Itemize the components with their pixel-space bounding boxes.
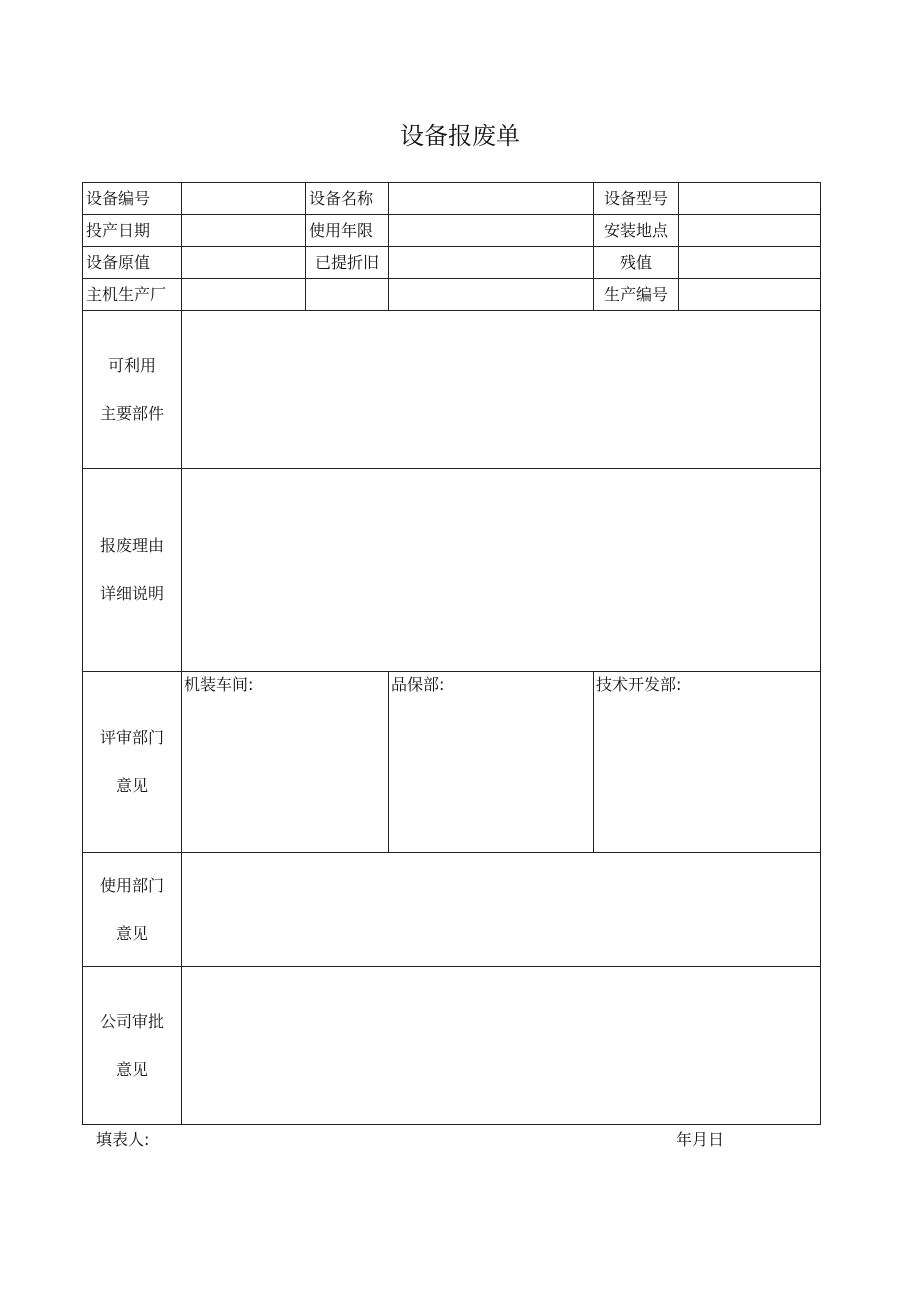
field-commission-date[interactable]: [182, 215, 306, 247]
filler-label: 填表人:: [96, 1130, 150, 1149]
label-tech-dev-dept: 技术开发部:: [596, 675, 682, 694]
label-manufacturer: 主机生产厂: [83, 279, 182, 311]
row-company-approval: [83, 967, 821, 1125]
row-original-value: [83, 247, 821, 279]
field-install-location[interactable]: [679, 215, 821, 247]
label-company-approval-line1: 公司审批: [99, 1011, 164, 1031]
date-label: 年月日: [676, 1130, 725, 1149]
label-original-value: 设备原值: [83, 247, 182, 279]
label-usable-parts: [83, 311, 182, 469]
field-original-value[interactable]: [182, 247, 306, 279]
row-commission-date: [83, 215, 821, 247]
label-scrap-reason-line2: 详细说明: [99, 584, 164, 603]
page-title: 设备报废单: [400, 122, 520, 150]
label-equipment-name: 设备名称: [306, 183, 389, 215]
scrap-form-table: [82, 182, 821, 1125]
label-assembly-workshop: 机装车间:: [184, 675, 254, 694]
field-service-life[interactable]: [389, 215, 594, 247]
field-review-quality-dept[interactable]: [389, 672, 594, 853]
row-review-departments: [83, 672, 821, 853]
label-review-line1: 评审部门: [99, 728, 164, 747]
label-usable-parts-line2: 主要部件: [99, 403, 164, 423]
label-equipment-id: 设备编号: [83, 183, 182, 215]
label-scrap-reason-line1: 报废理由: [99, 536, 164, 555]
field-manufacturer-extra-2[interactable]: [389, 279, 594, 311]
row-usable-parts: [83, 311, 821, 469]
label-service-life: 使用年限: [306, 215, 389, 247]
label-accumulated-depreciation: 已提折旧: [306, 247, 389, 279]
field-accumulated-depreciation[interactable]: [389, 247, 594, 279]
field-company-approval[interactable]: [182, 967, 821, 1125]
field-review-assembly-workshop[interactable]: [182, 672, 389, 853]
row-scrap-reason: [83, 469, 821, 672]
field-residual-value[interactable]: [679, 247, 821, 279]
field-serial-number[interactable]: [679, 279, 821, 311]
field-equipment-name[interactable]: [389, 183, 594, 215]
label-commission-date: 投产日期: [83, 215, 182, 247]
row-manufacturer: [83, 279, 821, 311]
label-serial-number: 生产编号: [594, 279, 679, 311]
label-company-approval: [83, 967, 182, 1125]
label-user-dept-line2: 意见: [115, 923, 148, 943]
label-residual-value: 残值: [594, 247, 679, 279]
label-user-dept-line1: 使用部门: [99, 875, 164, 895]
label-review-line2: 意见: [115, 776, 148, 795]
field-manufacturer-extra-1[interactable]: [306, 279, 389, 311]
label-quality-dept: 品保部:: [391, 675, 445, 694]
label-equipment-model: 设备型号: [594, 183, 679, 215]
row-user-dept-opinion: [83, 853, 821, 967]
label-company-approval-line2: 意见: [115, 1059, 148, 1079]
field-equipment-id[interactable]: [182, 183, 306, 215]
field-scrap-reason[interactable]: [182, 469, 821, 672]
label-install-location: 安装地点: [594, 215, 679, 247]
label-usable-parts-line1: 可利用: [107, 355, 156, 375]
field-manufacturer[interactable]: [182, 279, 306, 311]
row-equipment-id: [83, 183, 821, 215]
label-scrap-reason: [83, 469, 182, 672]
field-equipment-model[interactable]: [679, 183, 821, 215]
field-user-dept-opinion[interactable]: [182, 853, 821, 967]
label-user-dept-opinion: [83, 853, 182, 967]
field-usable-parts[interactable]: [182, 311, 821, 469]
field-review-tech-dev-dept[interactable]: [594, 672, 821, 853]
label-review-departments: [83, 672, 182, 853]
